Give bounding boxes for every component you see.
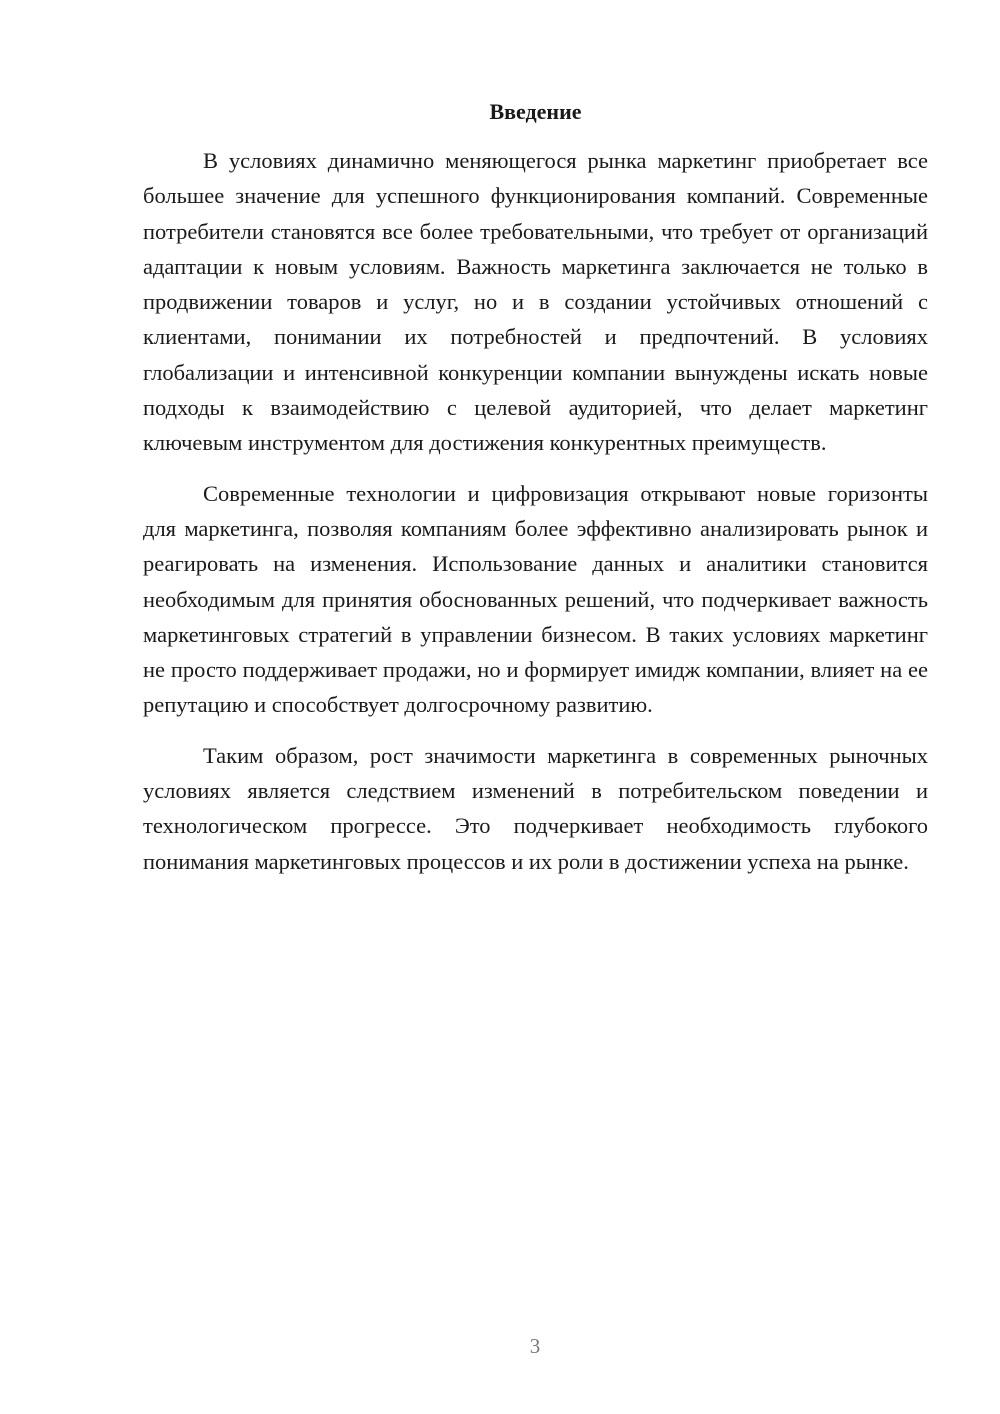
paragraph-2: Современные технологии и цифровизация открывают новые горизонты для маркетинга, позволяя компаниям более эффективно анализировать рынок и реагировать на изменения. Использование данных и аналитики становится необходимым для принятия обоснованных решений, что подчеркивает важность маркетинговых стратегий в управлении бизнесом. В таких условиях маркетинг не просто поддерживает продажи, но и формирует имидж компании, влияет на ее репутацию и способствует долгосрочному развитию. bbox=[143, 480, 928, 718]
body-text bbox=[143, 143, 928, 879]
page-number: 3 bbox=[529, 1334, 541, 1358]
paragraph-3: Таким образом, рост значимости маркетинга в современных рыночных условиях является следствием изменений в потребительском поведении и технологическом прогрессе. Это подчеркивает необходимость глубокого понимания маркетинговых процессов и их роли в достижении успеха на рынке. bbox=[143, 742, 928, 874]
paragraph-1: В условиях динамично меняющегося рынка маркетинг приобретает все большее значение для успешного функционирования компаний. Современные потребители становятся все более требовательными, что требует от организаций адаптации к новым условиям. Важность маркетинга заключается не только в продвижении товаров и услуг, но и в создании устойчивых отношений с клиентами, понимании их потребностей и предпочтений. В условиях глобализации и интенсивной конкуренции компании вынуждены искать новые подходы к взаимодействию с целевой аудиторией, что делает маркетинг ключевым инструментом для достижения конкурентных преимуществ. bbox=[143, 148, 928, 456]
section-title: Введение bbox=[489, 99, 582, 124]
